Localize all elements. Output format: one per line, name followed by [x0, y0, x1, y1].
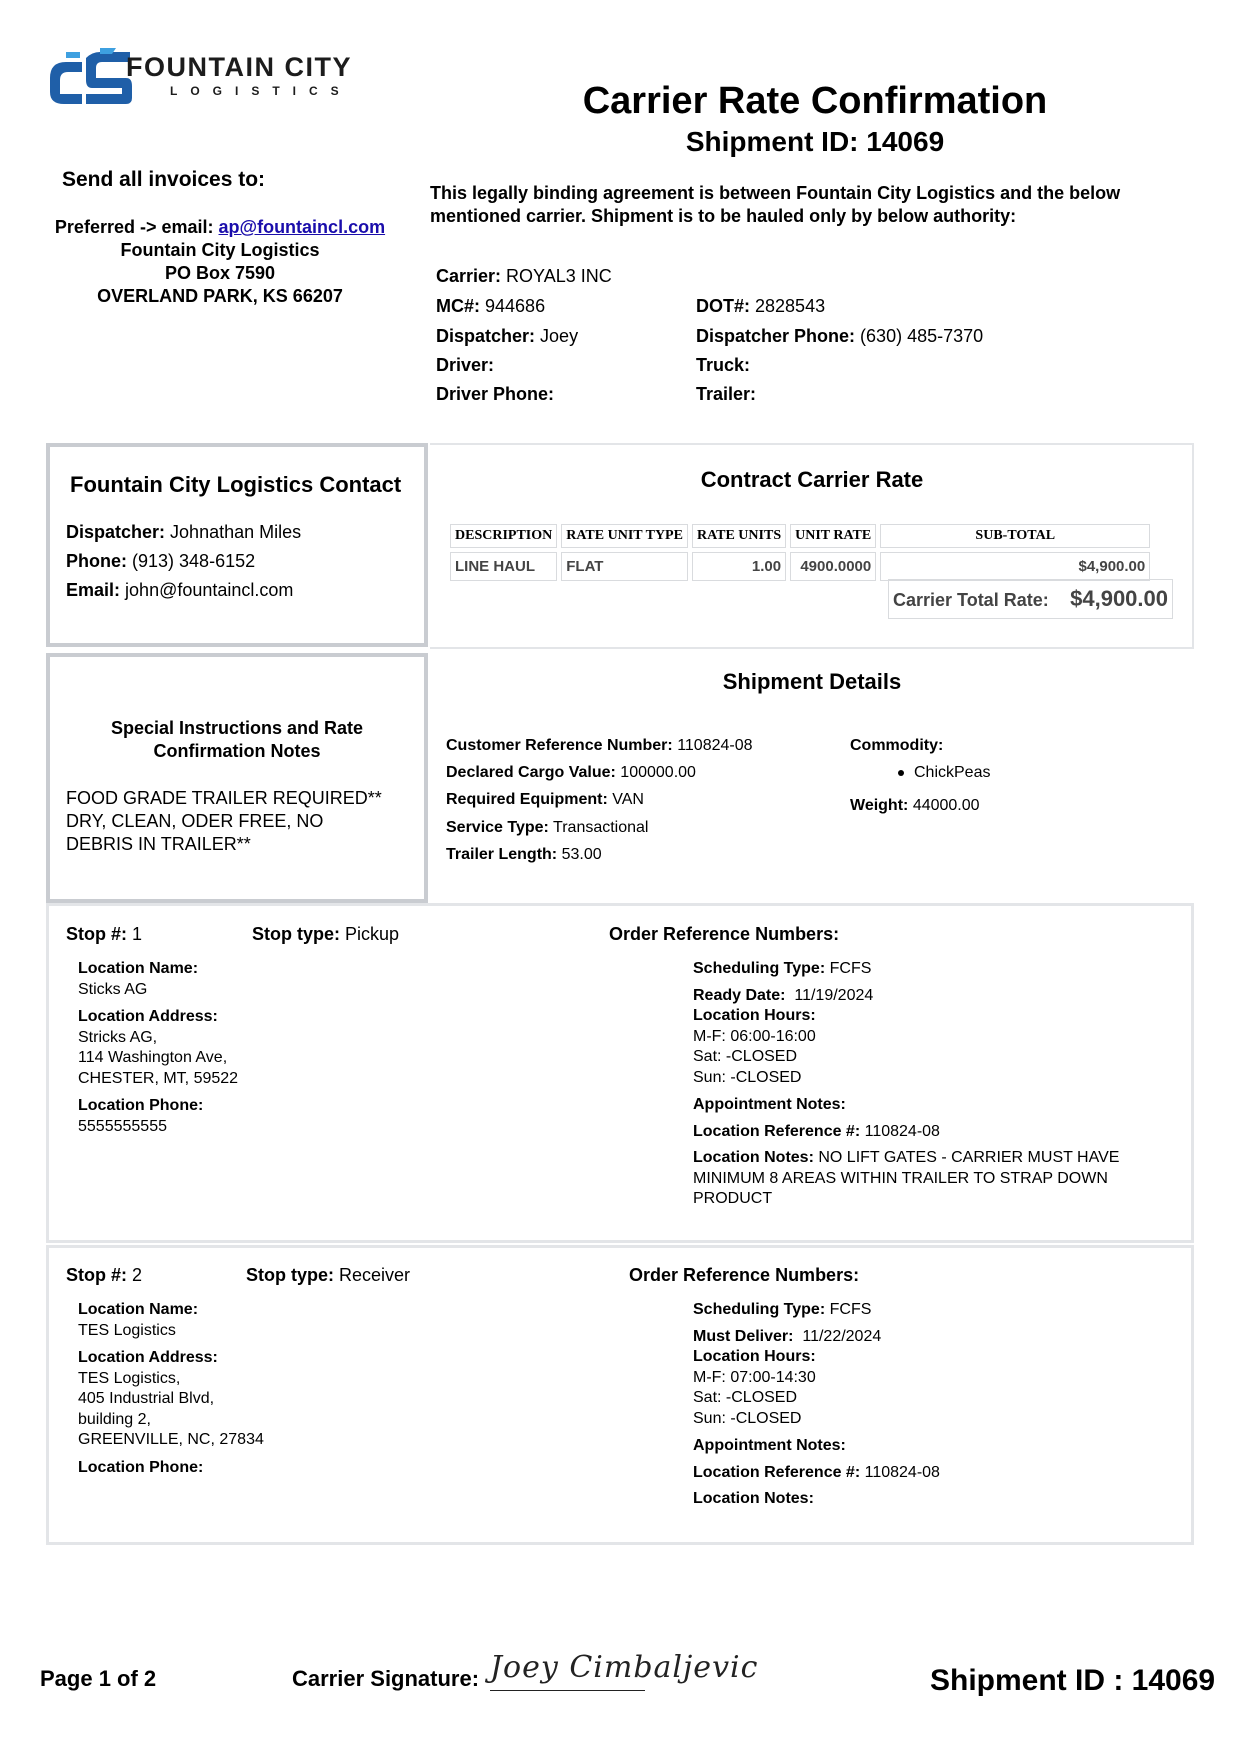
- stop-2-date-value: 11/22/2024: [802, 1327, 882, 1345]
- total-rate-value: $4,900.00: [1070, 586, 1168, 611]
- stop-1-panel: [46, 903, 1194, 1243]
- required-equipment: [446, 791, 644, 809]
- stop-1-type: [252, 924, 399, 945]
- customer-reference: [446, 737, 753, 755]
- contact-email: [66, 580, 293, 601]
- stop-1-location-notes: [693, 1148, 1119, 1169]
- stop-2-type: [246, 1265, 410, 1286]
- stop-1-address-label: Location Address:: [78, 1008, 218, 1025]
- trailer-length-value: 53.00: [561, 846, 602, 863]
- table-row: [450, 552, 1150, 581]
- carrier-label: Carrier:: [436, 266, 502, 286]
- trailer-label: Trailer:: [696, 384, 757, 404]
- stop-2-scheduling-type: [693, 1300, 940, 1321]
- mc-label: MC#:: [436, 296, 480, 316]
- carrier-name: [436, 266, 612, 287]
- stop-1-address-line-1: Stricks AG,: [78, 1028, 158, 1046]
- invoice-city: OVERLAND PARK, KS 66207: [97, 286, 343, 306]
- stop-1-date-label: Ready Date:: [693, 986, 786, 1004]
- total-rate-box: [888, 579, 1173, 619]
- stop-2-hours-saturday: Sat: -CLOSED: [693, 1389, 798, 1406]
- dispatcher-value: Joey: [540, 326, 579, 346]
- page-number: Page 1 of 2: [40, 1666, 157, 1691]
- stop-2-number-value: 2: [132, 1265, 143, 1285]
- notes-title-line-2: Confirmation Notes: [153, 741, 321, 761]
- service-type: [446, 819, 648, 837]
- cargo-value-label: Declared Cargo Value:: [446, 764, 616, 781]
- stop-1-appointment-notes-label: Appointment Notes:: [693, 1096, 846, 1113]
- stop-1-location: [78, 959, 238, 1137]
- stop-1-loc-notes-line-2: MINIMUM 8 AREAS WITHIN TRAILER TO STRAP DOWN: [693, 1169, 1108, 1187]
- contact-panel: [46, 443, 428, 647]
- stop-2-appointment-notes-label: Appointment Notes:: [693, 1437, 846, 1454]
- logo-mark-icon: [46, 48, 136, 110]
- invoice-company: Fountain City Logistics: [120, 240, 320, 260]
- stop-1-address-line-2: 114 Washington Ave,: [78, 1049, 228, 1066]
- notes-text: [66, 787, 382, 856]
- stop-2-hours-sunday: Sun: -CLOSED: [693, 1409, 802, 1427]
- weight: [850, 797, 980, 815]
- stop-2-type-label: Stop type:: [246, 1265, 334, 1285]
- invoice-po-box: PO Box 7590: [164, 263, 276, 283]
- col-rate-units: RATE UNITS: [692, 524, 786, 548]
- stop-1-hours-sunday: Sun: -CLOSED: [693, 1068, 802, 1086]
- stop-1-type-label: Stop type:: [252, 924, 340, 944]
- contact-phone-label: Phone:: [66, 551, 127, 571]
- carrier-dot: [696, 296, 825, 317]
- contact-title: Fountain City Logistics Contact: [70, 472, 402, 497]
- stop-2-number-label: Stop #:: [66, 1265, 127, 1285]
- customer-ref-value: 110824-08: [677, 737, 753, 754]
- notes-line-3: DEBRIS IN TRAILER**: [66, 834, 251, 854]
- dot-label: DOT#:: [696, 296, 750, 316]
- stop-1-loc-ref-label: Location Reference #:: [693, 1122, 861, 1140]
- stop-1-location-name-value: Sticks AG: [78, 980, 148, 998]
- cargo-value-value: 100000.00: [620, 764, 696, 781]
- declared-cargo-value: [446, 764, 696, 782]
- document-title: Carrier Rate Confirmation: [582, 80, 1048, 122]
- stop-2-address-label: Location Address:: [78, 1349, 218, 1366]
- stop-1-number-label: Stop #:: [66, 924, 127, 944]
- commodity-label: Commodity:: [850, 737, 944, 754]
- service-value: Transactional: [553, 819, 649, 836]
- signature-label: Carrier Signature:: [292, 1666, 480, 1691]
- stop-1-date-value: 11/19/2024: [794, 986, 874, 1004]
- stop-2-must-deliver: [693, 1327, 940, 1348]
- dispatcher-phone-label: Dispatcher Phone:: [696, 326, 856, 346]
- rate-title: Contract Carrier Rate: [700, 467, 924, 492]
- signature-line: [490, 1690, 645, 1691]
- contact-phone-value: (913) 348-6152: [132, 551, 256, 571]
- rate-table: [446, 520, 1154, 585]
- contact-dispatcher: [66, 522, 301, 543]
- stop-1-schedule: [693, 959, 1119, 1210]
- carrier-dispatcher: [436, 326, 578, 347]
- stop-2-phone-label: Location Phone:: [78, 1458, 204, 1476]
- stop-1-number: [66, 924, 142, 945]
- col-unit-rate: UNIT RATE: [790, 524, 876, 548]
- equipment-label: Required Equipment:: [446, 791, 608, 808]
- stop-1-sched-value: FCFS: [829, 960, 872, 977]
- stop-2-address-line-2: 405 Industrial Blvd,: [78, 1390, 215, 1407]
- stop-1-sched-label: Scheduling Type:: [693, 960, 826, 977]
- trailer-length-label: Trailer Length:: [446, 846, 558, 863]
- stop-2-date-label: Must Deliver:: [693, 1327, 794, 1345]
- carrier-mc: [436, 296, 545, 317]
- stop-2-location: [78, 1300, 264, 1478]
- rate-panel: [430, 443, 1194, 649]
- stop-1-order-reference: Order Reference Numbers:: [609, 924, 840, 944]
- stop-1-location-name-label: Location Name:: [78, 960, 199, 977]
- driver-label: Driver:: [436, 355, 495, 375]
- shipment-id-footer: Shipment ID : 14069: [930, 1664, 1216, 1697]
- stop-1-loc-notes-line-1: NO LIFT GATES - CARRIER MUST HAVE: [818, 1149, 1120, 1166]
- stop-2-location-reference: [693, 1463, 940, 1484]
- notes-title: [50, 717, 424, 763]
- stop-2-address-line-3: building 2,: [78, 1410, 151, 1428]
- stop-1-loc-notes-line-3: PRODUCT: [693, 1190, 773, 1207]
- stop-1-type-value: Pickup: [345, 924, 400, 944]
- company-logo: [46, 48, 406, 110]
- stop-2-loc-ref-label: Location Reference #:: [693, 1463, 861, 1481]
- stop-1-number-value: 1: [132, 924, 143, 944]
- stop-2-schedule: [693, 1300, 940, 1510]
- logo-subtitle: LOGISTICS: [170, 84, 352, 98]
- stop-2-location-name-label: Location Name:: [78, 1301, 199, 1318]
- stop-2-loc-notes-label: Location Notes:: [693, 1490, 814, 1507]
- stop-1-scheduling-type: [693, 959, 1119, 980]
- notes-line-1: FOOD GRADE TRAILER REQUIRED**: [66, 788, 382, 808]
- stop-2-loc-ref-value: 110824-08: [864, 1463, 940, 1481]
- stop-2-location-name-value: TES Logistics: [78, 1321, 176, 1339]
- notes-line-2: DRY, CLEAN, ODER FREE, NO: [66, 811, 324, 831]
- notes-title-line-1: Special Instructions and Rate: [110, 718, 364, 738]
- equipment-value: VAN: [612, 791, 644, 808]
- dot-value: 2828543: [755, 296, 826, 316]
- mc-value: 944686: [485, 296, 546, 316]
- shipment-id-heading: Shipment ID: 14069: [685, 126, 945, 157]
- dispatcher-label: Dispatcher:: [436, 326, 536, 346]
- carrier-value: ROYAL3 INC: [506, 266, 612, 286]
- total-rate-label: Carrier Total Rate:: [893, 590, 1049, 610]
- invoice-heading: Send all invoices to:: [62, 168, 266, 191]
- agreement-text: This legally binding agreement is between Fountain City Logistics and the below mentioned carrier. Shipment is to be hauled only by below authority:: [430, 183, 1121, 226]
- preferred-label: Preferred -> email:: [54, 217, 214, 237]
- cell-rate-units: 1.00: [692, 552, 786, 581]
- cell-rate-unit-type: FLAT: [561, 552, 688, 581]
- stop-2-sched-value: FCFS: [829, 1301, 872, 1318]
- carrier-dispatcher-phone: [696, 326, 983, 347]
- contact-email-label: Email:: [66, 580, 121, 600]
- weight-label: Weight:: [850, 797, 909, 814]
- stop-1-phone-label: Location Phone:: [78, 1097, 204, 1114]
- invoice-email-link[interactable]: ap@fountaincl.com: [218, 217, 386, 237]
- stop-2-panel: [46, 1245, 1194, 1545]
- stop-1-hours-weekday: M-F: 06:00-16:00: [693, 1027, 816, 1045]
- cell-unit-rate: 4900.0000: [790, 552, 876, 581]
- contact-email-value: john@fountaincl.com: [125, 580, 294, 600]
- special-instructions-panel: [46, 653, 428, 903]
- stop-1-loc-notes-label: Location Notes:: [693, 1149, 814, 1166]
- stop-1-hours-saturday: Sat: -CLOSED: [693, 1048, 798, 1065]
- driver-phone-label: Driver Phone:: [436, 384, 555, 404]
- logo-name: FOUNTAIN CITY: [126, 52, 352, 82]
- truck-label: Truck:: [696, 355, 751, 375]
- col-description: DESCRIPTION: [450, 524, 557, 548]
- dispatcher-phone-value: (630) 485-7370: [860, 326, 984, 346]
- stop-2-hours-weekday: M-F: 07:00-14:30: [693, 1368, 816, 1386]
- service-label: Service Type:: [446, 819, 549, 836]
- cell-sub-total: $4,900.00: [880, 552, 1150, 581]
- stop-2-order-reference: Order Reference Numbers:: [629, 1265, 860, 1285]
- shipment-details-panel: [430, 653, 1194, 903]
- stop-2-address-line-1: TES Logistics,: [78, 1369, 181, 1387]
- col-sub-total: SUB-TOTAL: [880, 524, 1150, 548]
- stop-1-phone-value: 5555555555: [78, 1117, 167, 1135]
- stop-2-address-line-4: GREENVILLE, NC, 27834: [78, 1431, 264, 1448]
- customer-ref-label: Customer Reference Number:: [446, 737, 673, 754]
- stop-1-hours-label: Location Hours:: [693, 1007, 816, 1024]
- stop-1-ready-date: [693, 986, 1119, 1007]
- commodity-item-text: ChickPeas: [914, 764, 991, 781]
- invoice-address: [40, 216, 400, 308]
- carrier-signature: Joey Cimbaljevic: [490, 1650, 759, 1685]
- details-title: Shipment Details: [722, 669, 902, 694]
- cell-description: LINE HAUL: [450, 552, 557, 581]
- trailer-length: [446, 846, 602, 864]
- contact-phone: [66, 551, 255, 572]
- bullet-icon: [898, 770, 904, 776]
- contact-dispatcher-value: Johnathan Miles: [170, 522, 302, 542]
- stop-2-type-value: Receiver: [339, 1265, 411, 1285]
- commodity-item: [898, 764, 990, 782]
- stop-1-location-reference: [693, 1122, 1119, 1143]
- col-rate-unit-type: RATE UNIT TYPE: [561, 524, 688, 548]
- weight-value: 44000.00: [912, 797, 980, 814]
- stop-1-loc-ref-value: 110824-08: [864, 1122, 940, 1140]
- stop-2-number: [66, 1265, 142, 1286]
- contact-dispatcher-label: Dispatcher:: [66, 522, 166, 542]
- rate-table-header-row: [450, 524, 1150, 548]
- stop-1-address-line-3: CHESTER, MT, 59522: [78, 1069, 239, 1087]
- stop-2-hours-label: Location Hours:: [693, 1348, 816, 1365]
- stop-2-sched-label: Scheduling Type:: [693, 1301, 826, 1318]
